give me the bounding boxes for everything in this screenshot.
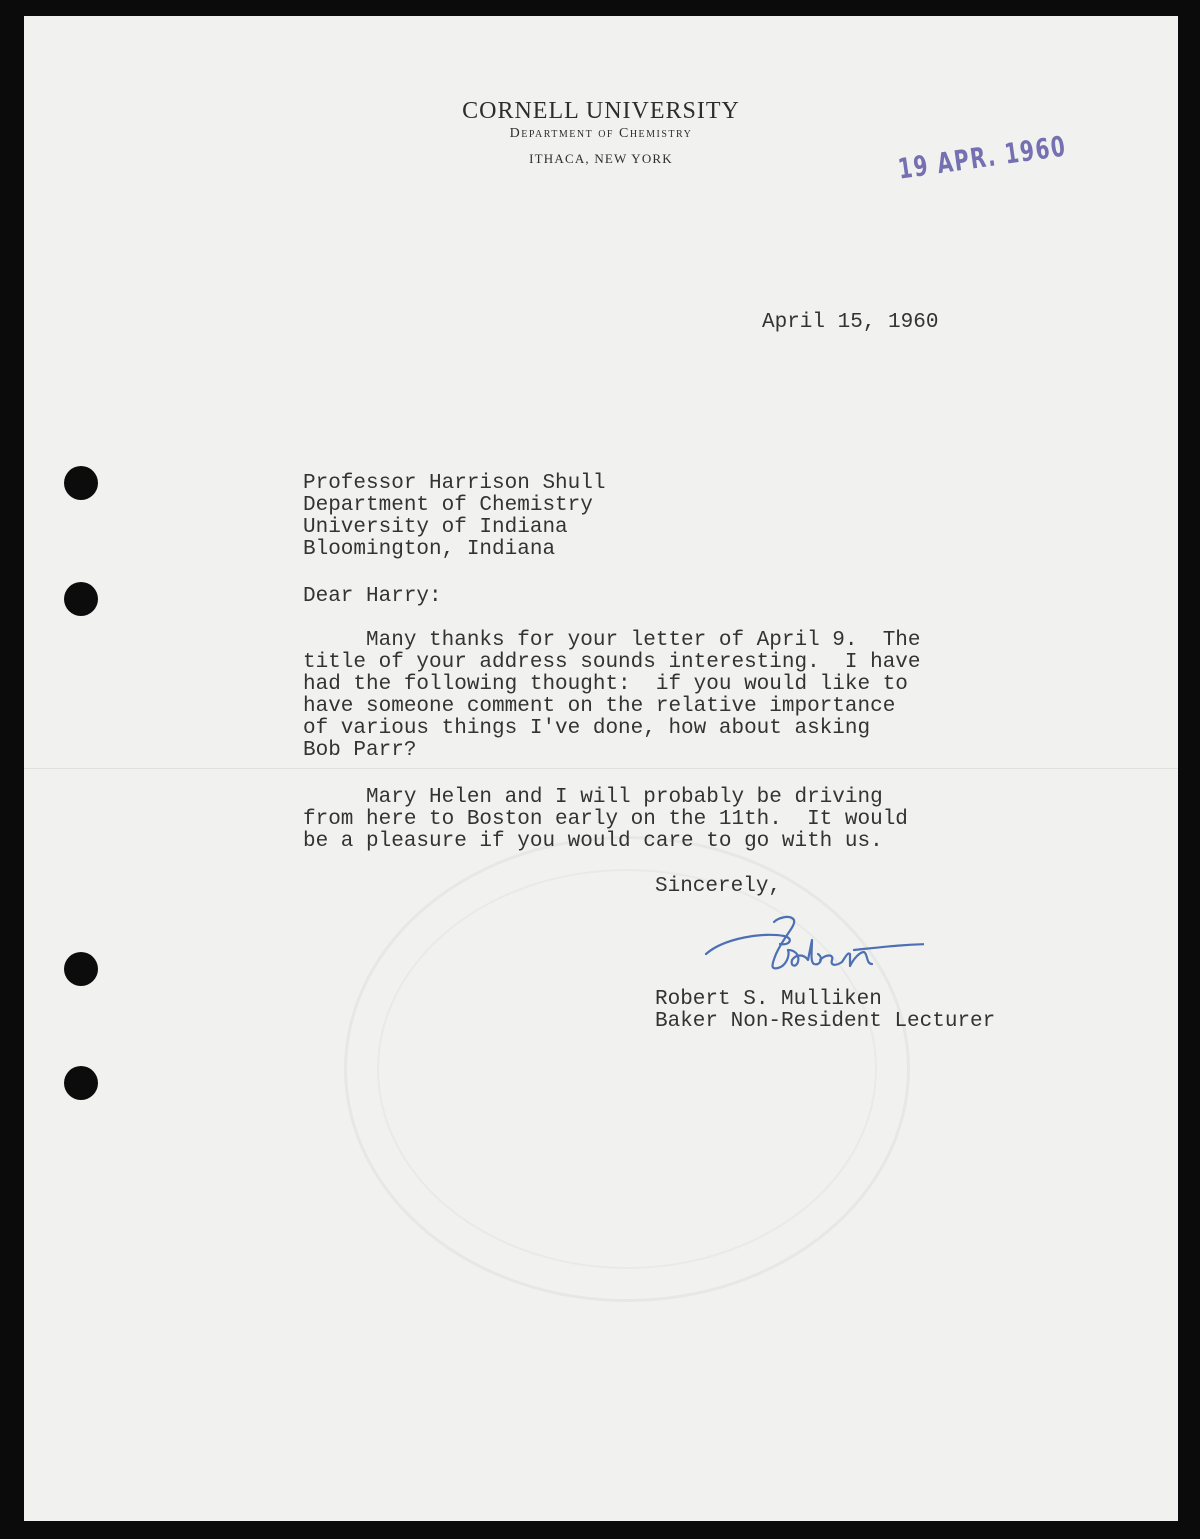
paragraph-1-line: Many thanks for your letter of April 9. The bbox=[303, 629, 921, 652]
handwritten-signature bbox=[704, 910, 924, 982]
watermark-seal bbox=[344, 836, 910, 1302]
letterhead-city: ITHACA, NEW YORK bbox=[529, 151, 673, 166]
recipient-line-2: Department of Chemistry bbox=[303, 494, 593, 517]
recipient-line-4: Bloomington, Indiana bbox=[303, 538, 556, 561]
salutation: Dear Harry: bbox=[303, 585, 442, 608]
letterhead-department: Department of Chemistry bbox=[509, 126, 693, 141]
binder-hole bbox=[64, 466, 98, 500]
binder-hole bbox=[64, 582, 98, 616]
fold-line bbox=[24, 768, 1178, 769]
paragraph-2-line: from here to Boston early on the 11th. It would bbox=[303, 808, 908, 831]
letter-page bbox=[24, 16, 1178, 1521]
binder-hole bbox=[64, 1066, 98, 1100]
paragraph-1-line: of various things I've done, how about asking bbox=[303, 717, 871, 740]
letterhead-university: CORNELL UNIVERSITY bbox=[462, 98, 740, 124]
received-date-stamp: 19 APR. 1960 bbox=[896, 129, 1069, 186]
signer-name: Robert S. Mulliken bbox=[655, 988, 882, 1011]
closing: Sincerely, bbox=[655, 875, 782, 898]
binder-hole bbox=[64, 952, 98, 986]
signer-title: Baker Non-Resident Lecturer bbox=[655, 1010, 996, 1033]
paragraph-1-line: Bob Parr? bbox=[303, 739, 417, 762]
recipient-line-3: University of Indiana bbox=[303, 516, 568, 539]
paragraph-1-line: have someone comment on the relative importance bbox=[303, 695, 896, 718]
paragraph-1-line: title of your address sounds interesting. I have bbox=[303, 651, 921, 674]
paragraph-2-line: be a pleasure if you would care to go with us. bbox=[303, 830, 883, 853]
recipient-line-1: Professor Harrison Shull bbox=[303, 472, 606, 495]
paragraph-1-line: had the following thought: if you would like to bbox=[303, 673, 908, 696]
letter-date: April 15, 1960 bbox=[762, 311, 939, 334]
paragraph-2-line: Mary Helen and I will probably be driving bbox=[303, 786, 883, 809]
